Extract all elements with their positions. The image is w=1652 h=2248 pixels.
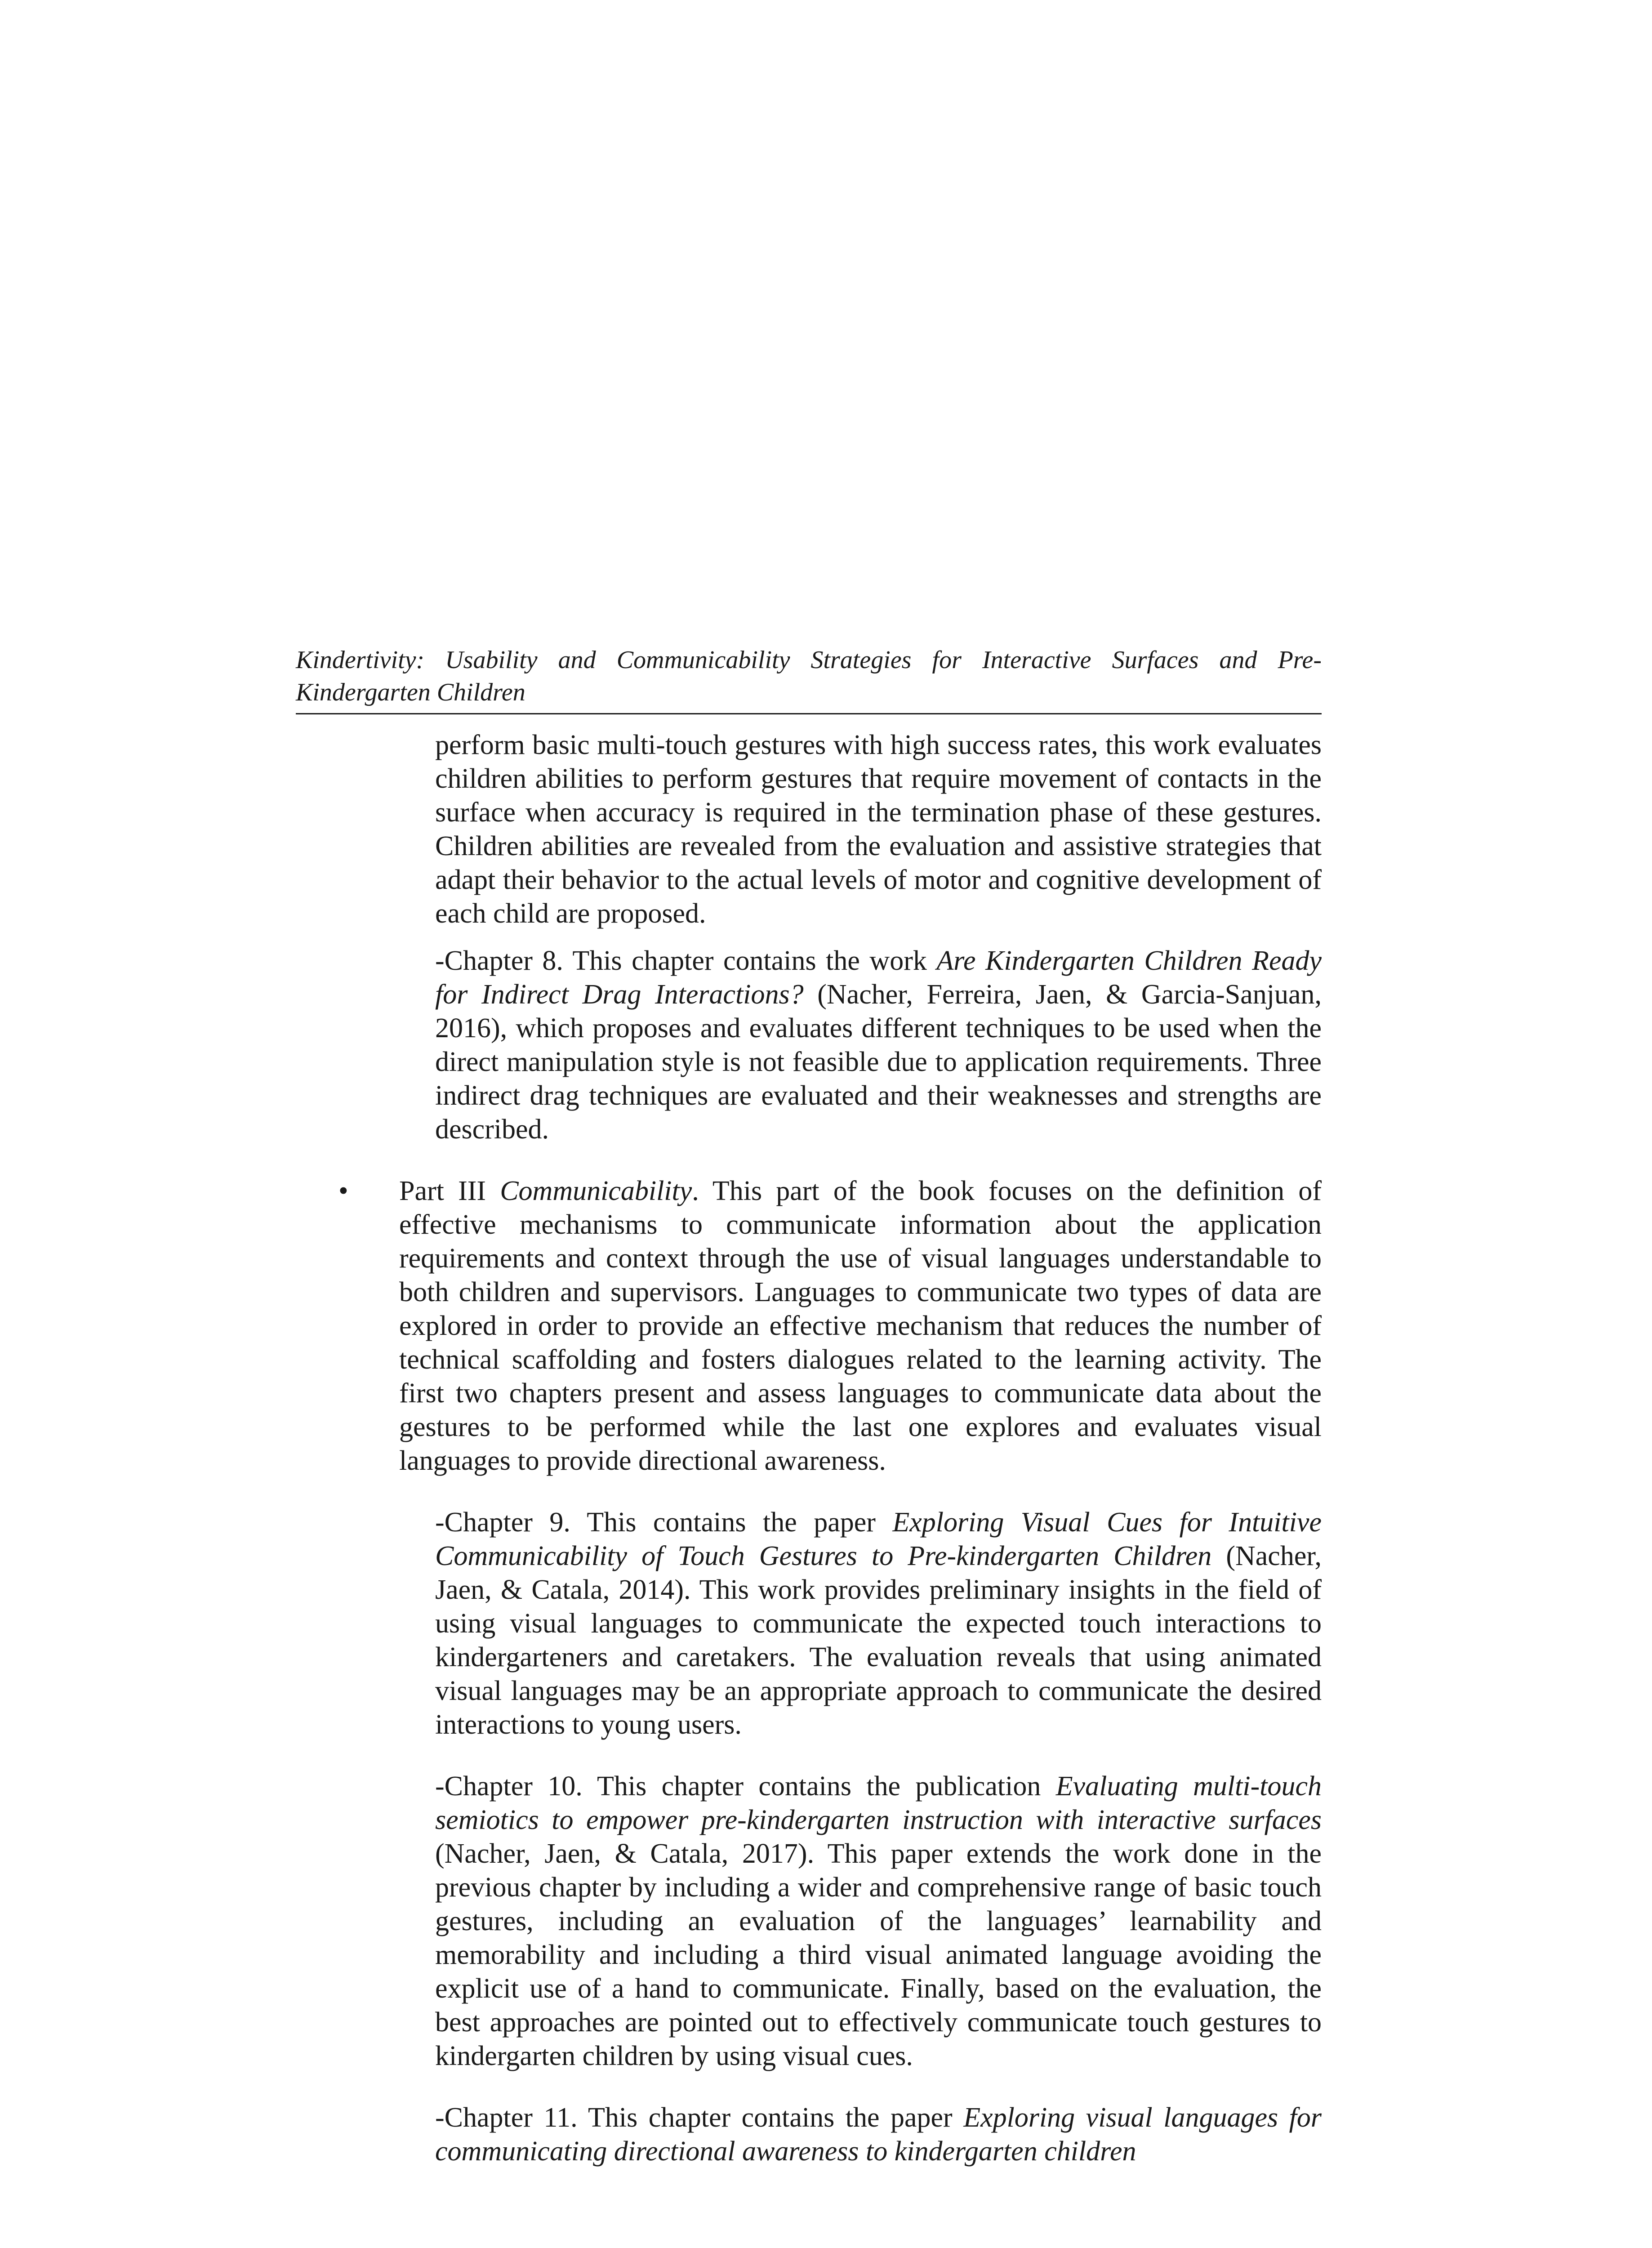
page-body <box>296 728 1322 2168</box>
chapter-7-text: perform basic multi-touch gestures with high success rates, this work evaluates children abilities to perform gestures that require movement of contacts in the surface when accuracy is required in the termination phase of these gestures. Children abilities are revealed from the evaluation and assistive strategies that adapt their behavior to the actual levels of motor and cognitive development of each child are proposed. <box>435 730 1322 929</box>
chapter-8-rest: (Nacher, Ferreira, Jaen, & Garcia-Sanjuan, 2016), which proposes and evaluates different techniques to be used when the direct manipulation style is not feasible due to application requirements. Three indirect drag techniques are evaluated and their weaknesses and strengths are described. <box>435 979 1322 1145</box>
part-3-rest: . This part of the book focuses on the definition of effective mechanisms to communicate information about the application requirements and context through the use of visual languages understandable to both children and supervisors. Languages to communicate two types of data are explored in order to provide an effective mechanism that reduces the number of technical scaffolding and fosters dialogues related to the learning activity. The first two chapters present and assess languages to communicate data about the gestures to be performed while the last one explores and evaluates visual languages to provide directional awareness. <box>399 1176 1322 1476</box>
chapter-11-lead: -Chapter 11. This chapter contains the paper <box>435 2102 964 2133</box>
chapter-9-rest: (Nacher, Jaen, & Catala, 2014). This work provides preliminary insights in the field of using visual languages to communicate the expected touch interactions to kindergarteners and caretakers. The evaluation reveals that using animated visual languages may be an appropriate approach to communicate the desired interactions to young users. <box>435 1541 1322 1740</box>
chapter-8-title: Are Kindergarten Children Ready for Indirect Drag Interactions? <box>435 946 1322 1010</box>
chapter-10-lead: -Chapter 10. This chapter contains the publication <box>435 1771 1056 1802</box>
running-title: Kindertivity: Usability and Communicability Strategies for Interactive Surfaces and Pre-Kindergarten Children <box>296 646 1322 706</box>
chapter-8-lead: -Chapter 8. This chapter contains the work <box>435 946 937 976</box>
chapter-9-lead: -Chapter 9. This contains the paper <box>435 1507 893 1538</box>
chapter-10-rest: (Nacher, Jaen, & Catala, 2017). This paper extends the work done in the previous chapter by including a wider and comprehensive range of basic touch gestures, including an evaluation of the languages’ learnability and memorability and including a third visual animated language avoiding the explicit use of a hand to communicate. Finally, based on the evaluation, the best approaches are pointed out to effectively communicate touch gestures to kindergarten children by using visual cues. <box>435 1838 1322 2071</box>
paragraph-chapter-7-continued <box>435 728 1322 931</box>
paragraph-chapter-9 <box>435 1506 1322 1742</box>
chapter-10-title: Evaluating multi-touch semiotics to empower pre-kindergarten instruction with interactive surfaces <box>435 1771 1322 1835</box>
paragraph-part-3 <box>399 1174 1322 1478</box>
paragraph-chapter-8 <box>435 944 1322 1146</box>
bullet-item-part-3 <box>338 1174 1322 1478</box>
chapter-9-title: Exploring Visual Cues for Intuitive Communicability of Touch Gestures to Pre-kindergarten Children <box>435 1507 1322 1571</box>
bullet-icon: • <box>338 1176 348 1206</box>
paragraph-chapter-11 <box>435 2101 1322 2168</box>
part-3-lead: Part III <box>399 1176 500 1206</box>
paragraph-chapter-10 <box>435 1770 1322 2073</box>
chapter-11-title: Exploring visual languages for communicating directional awareness to kindergarten children <box>435 2102 1322 2167</box>
part-3-title: Communicability <box>500 1176 692 1206</box>
running-header <box>296 644 1322 714</box>
